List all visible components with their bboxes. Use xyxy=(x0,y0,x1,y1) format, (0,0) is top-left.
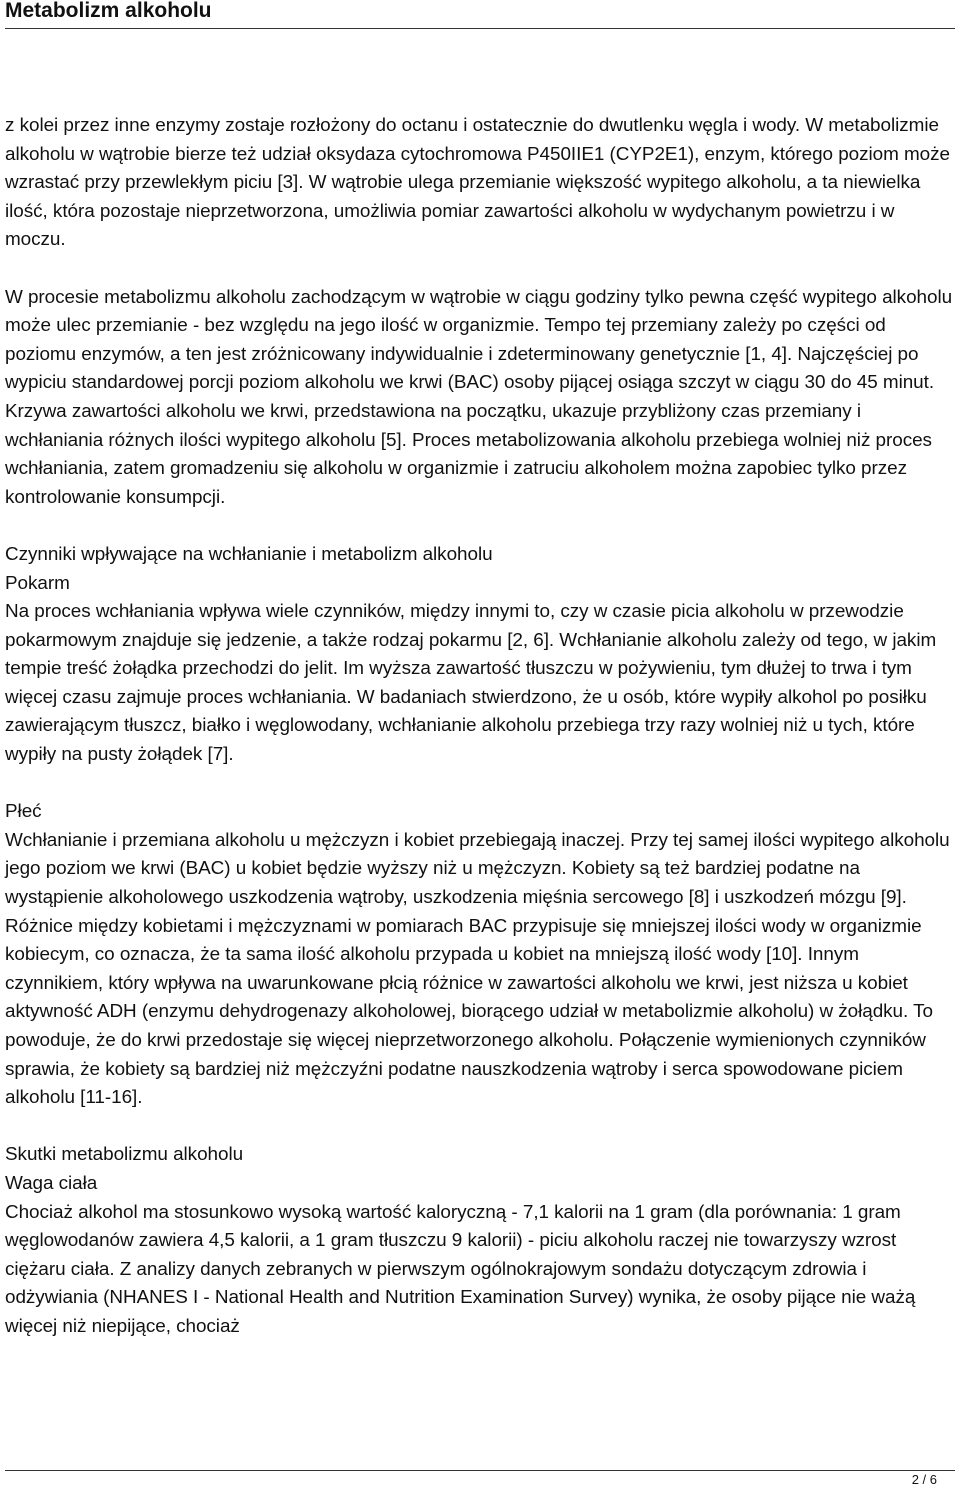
paragraph-sex: Wchłanianie i przemiana alkoholu u mężczyzn i kobiet przebiegają inaczej. Przy tej samej ilości wypitego alkoholu jego poziom we krwi (BAC) u kobiet będzie wyższy niż u mężczyzn. Kobiety są też bardziej podatne na wystąpienie alkoholowego uszkodzenia wątroby, uszkodzenia mięśnia sercowego [8] i uszkodzeń mózgu [9]. Różnice między kobietami i mężczyznami w pomiarach BAC przypisuje się mniejszej ilości wody w organizmie kobiecym, co oznacza, że ta sama ilość alkoholu przypada u kobiet na mniejszą ilość wody [10]. Innym czynnikiem, który wpływa na uwarunkowane płcią różnice w zawartości alkoholu we krwi, jest niższa u kobiet aktywność ADH (enzymu dehydrogenazy alkoholowej, biorącego udział w metabolizmie alkoholu) w żołądku. To powoduje, że do krwi przedostaje się więcej nieprzetworzonego alkoholu. Połączenie wymienionych czynników sprawia, że kobiety są bardziej niż mężczyźni podatne nauszkodzenia wątroby i serca spowodowane piciem alkoholu [11-16]. xyxy=(5,829,950,1109)
document-body xyxy=(5,112,955,1342)
subheading-food: Pokarm xyxy=(5,572,70,594)
subheading-body-weight: Waga ciała xyxy=(5,1172,98,1194)
subheading-sex: Płeć xyxy=(5,801,42,823)
paragraph-food: Na proces wchłaniania wpływa wiele czynników, między innymi to, czy w czasie picia alkoholu w przewodzie pokarmowym znajduje się jedzenie, a także rodzaj pokarmu [2, 6]. Wchłanianie alkoholu zależy od tego, w jakim tempie treść żołądka przechodzi do jelit. Im wyższa zawartość tłuszczu w pożywieniu, tym dłużej to trwa i tym więcej czasu zajmuje proces wchłaniania. W badaniach stwierdzono, że u osób, które wypiły alkohol po posiłku zawierającym tłuszcz, białko i węglowodany, wchłanianie alkoholu przebiega trzy razy wolniej niż u tych, które wypiły na pusty żołądek [7]. xyxy=(5,601,937,766)
footer-divider xyxy=(5,1470,955,1471)
section-heading-effects: Skutki metabolizmu alkoholu xyxy=(5,1144,244,1166)
paragraph-metabolism-rate: W procesie metabolizmu alkoholu zachodzącym w wątrobie w ciągu godziny tylko pewna część wypitego alkoholu może ulec przemianie - bez względu na jego ilość w organizmie. Tempo tej przemiany zależy po części od poziomu enzymów, a ten jest zróżnicowany indywidualnie i zdeterminowany genetycznie [1, 4]. Najczęściej po wypiciu standardowej porcji poziom alkoholu we krwi (BAC) osoby pijącej osiąga szczyt w ciągu 30 do 45 minut. Krzywa zawartości alkoholu we krwi, przedstawiona na początku, ukazuje przybliżony czas przemiany i wchłaniania różnych ilości wypitego alkoholu [5]. Proces metabolizowania alkoholu przebiega wolniej niż proces wchłaniania, zatem gromadzeniu się alkoholu w organizmie i zatruciu alkoholem można zapobiec tylko przez kontrolowanie konsumpcji. xyxy=(5,286,953,508)
header-divider xyxy=(5,28,955,29)
paragraph-metabolism-liver: z kolei przez inne enzymy zostaje rozłożony do octanu i ostatecznie do dwutlenku węgla i wody. W metabolizmie alkoholu w wątrobie bierze też udział oksydaza cytochromowa P450IIE1 (CYP2E1), enzym, którego poziom może wzrastać przy przewlekłym piciu [3]. W wątrobie ulega przemianie większość wypitego alkoholu, a ta niewielka ilość, która pozostaje nieprzetworzona, umożliwia pomiar zawartości alkoholu w wydychanym powietrzu i w moczu. xyxy=(5,115,950,251)
section-effects xyxy=(5,1141,955,1341)
page-number: 2 / 6 xyxy=(911,1472,937,1487)
section-heading-factors: Czynniki wpływające na wchłanianie i metabolizm alkoholu xyxy=(5,543,493,565)
paragraph-body-weight: Chociaż alkohol ma stosunkowo wysoką wartość kaloryczną - 7,1 kalorii na 1 gram (dla porównania: 1 gram węglowodanów zawiera 4,5 kalorii, a 1 gram tłuszczu 9 kalorii) - piciu alkoholu raczej nie towarzyszy wzrost ciężaru ciała. Z analizy danych zebranych w pierwszym ogólnokrajowym sondażu dotyczącym zdrowia i odżywiania (NHANES I - National Health and Nutrition Examination Survey) wynika, że osoby pijące nie ważą więcej niż niepijące, chociaż xyxy=(5,1201,916,1337)
section-sex xyxy=(5,798,955,1113)
section-factors xyxy=(5,541,955,770)
document-title: Metabolizm alkoholu xyxy=(5,0,212,22)
